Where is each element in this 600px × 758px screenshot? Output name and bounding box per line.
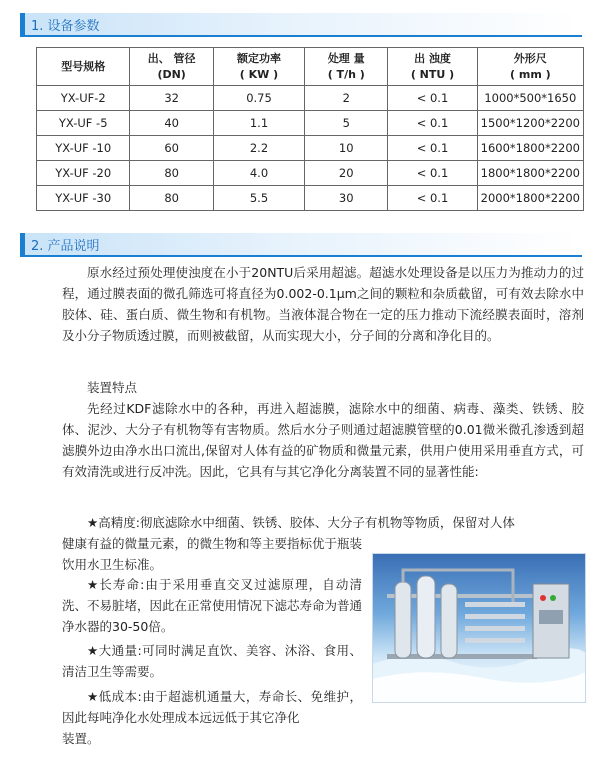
cell-turbidity: < 0.1 [388, 186, 477, 211]
features-title: 装置特点 [87, 380, 138, 395]
bullet-precision-line1: ★高精度:彻底滤除水中细菌、铁锈、胶体、大分子有机物等物质，保留对人体 [87, 515, 515, 530]
table-row [37, 186, 584, 211]
equipment-photo [372, 553, 586, 703]
cell-turbidity: < 0.1 [388, 86, 477, 111]
header-power: 额定功率 ( KW ) [213, 48, 304, 86]
cell-model: YX-UF -5 [37, 111, 130, 136]
indicator-light [540, 595, 546, 601]
bullet-low-cost-end: 装置。 [62, 731, 100, 746]
filter-tank [395, 582, 411, 658]
cell-pipe: 40 [130, 111, 213, 136]
bullet-low-cost: ★低成本:由于超滤机通量大，寿命长、免维护，因此每吨净化水处理成本远远低于其它净化 [62, 689, 362, 725]
cell-capacity: 10 [305, 136, 388, 161]
cell-model: YX-UF -20 [37, 161, 130, 186]
section-title-description: 2. 产品说明 [31, 239, 100, 254]
spec-table [36, 47, 584, 211]
cell-pipe: 32 [130, 86, 213, 111]
control-panel [539, 610, 563, 624]
cell-power: 5.5 [213, 186, 304, 211]
membrane-tube [465, 602, 525, 607]
filter-tank [417, 576, 435, 658]
filter-tank [441, 584, 457, 658]
membrane-tube [465, 626, 525, 631]
cell-pipe: 80 [130, 161, 213, 186]
bullet-high-flux: ★大通量:可同时满足直饮、美容、沐浴、食用、清洁卫生等需要。 [62, 643, 362, 679]
cell-model: YX-UF-2 [37, 86, 130, 111]
header-pipe: 出、 管径 (DN) [130, 48, 213, 86]
header-model: 型号规格 [37, 48, 130, 86]
bullet-long-life: ★长寿命:由于采用垂直交叉过滤原理，自动清洗、不易脏堵，因此在正常使用情况下滤芯寿命为普通净水器的30-50倍。 [62, 577, 363, 634]
cell-pipe: 60 [130, 136, 213, 161]
header-dimensions: 外形尺 ( mm ) [477, 48, 583, 86]
table-row [37, 161, 584, 186]
section-rule [20, 255, 582, 257]
bullet-precision-line2: 健康有益的微量元素，的微生物和等主要指标优于瓶装饮用水卫生标准。 [62, 536, 363, 572]
cell-turbidity: < 0.1 [388, 111, 477, 136]
cell-dimensions: 1600*1800*2200 [477, 136, 583, 161]
cell-power: 1.1 [213, 111, 304, 136]
cell-power: 4.0 [213, 161, 304, 186]
cell-dimensions: 1500*1200*2200 [477, 111, 583, 136]
cell-turbidity: < 0.1 [388, 136, 477, 161]
table-header-row [37, 48, 584, 86]
cell-dimensions: 2000*1800*2200 [477, 186, 583, 211]
section-title-params: 1. 设备参数 [31, 19, 100, 34]
cell-dimensions: 1800*1800*2200 [477, 161, 583, 186]
description-main-paragraph: 原水经过预处理使浊度在小于20NTU后采用超滤。超滤水处理设备是以压力为推动力的过程，通过膜表面的微孔筛选可将直径为0.002-0.1μm之间的颗粒和杂质截留，可有效去除水中胶体、硅、蛋白质、微生物和有机物。当液体混合物在一定的压力推动下流经膜表面时，溶剂及小分子物质透过膜，而则被截留，从而实现大小，分子间的分离和净化目的。 [62, 265, 584, 343]
membrane-tube [465, 638, 525, 643]
section-header-description [20, 233, 582, 255]
cell-model: YX-UF -30 [37, 186, 130, 211]
cell-model: YX-UF -10 [37, 136, 130, 161]
cell-pipe: 80 [130, 186, 213, 211]
header-turbidity: 出 浊度 ( NTU ) [388, 48, 477, 86]
table-row [37, 86, 584, 111]
cell-capacity: 30 [305, 186, 388, 211]
table-row [37, 111, 584, 136]
section-header-params [20, 13, 582, 35]
cell-power: 2.2 [213, 136, 304, 161]
cell-turbidity: < 0.1 [388, 161, 477, 186]
header-capacity: 处理 量 ( T/h ) [305, 48, 388, 86]
indicator-light [550, 595, 556, 601]
features-intro-paragraph: 先经过KDF滤除水中的各种，再进入超滤膜，滤除水中的细菌、病毒、藻类、铁锈、胶体、泥沙、大分子有机物等有害物质。然后水分子则通过超滤膜管壁的0.01微米微孔渗透到超滤膜外边由净水出口流出,保留对人体有益的矿物质和微量元素，供用户使用采用垂直方式，可有效清洗或进行反冲洗。因此，它具有与其它净化分离装置不同的显著性能: [62, 401, 584, 479]
cell-capacity: 20 [305, 161, 388, 186]
equipment-illustration [373, 554, 586, 703]
cell-capacity: 2 [305, 86, 388, 111]
section-rule [20, 35, 582, 37]
cell-capacity: 5 [305, 111, 388, 136]
membrane-tube [465, 614, 525, 619]
table-row [37, 136, 584, 161]
cell-dimensions: 1000*500*1650 [477, 86, 583, 111]
cell-power: 0.75 [213, 86, 304, 111]
